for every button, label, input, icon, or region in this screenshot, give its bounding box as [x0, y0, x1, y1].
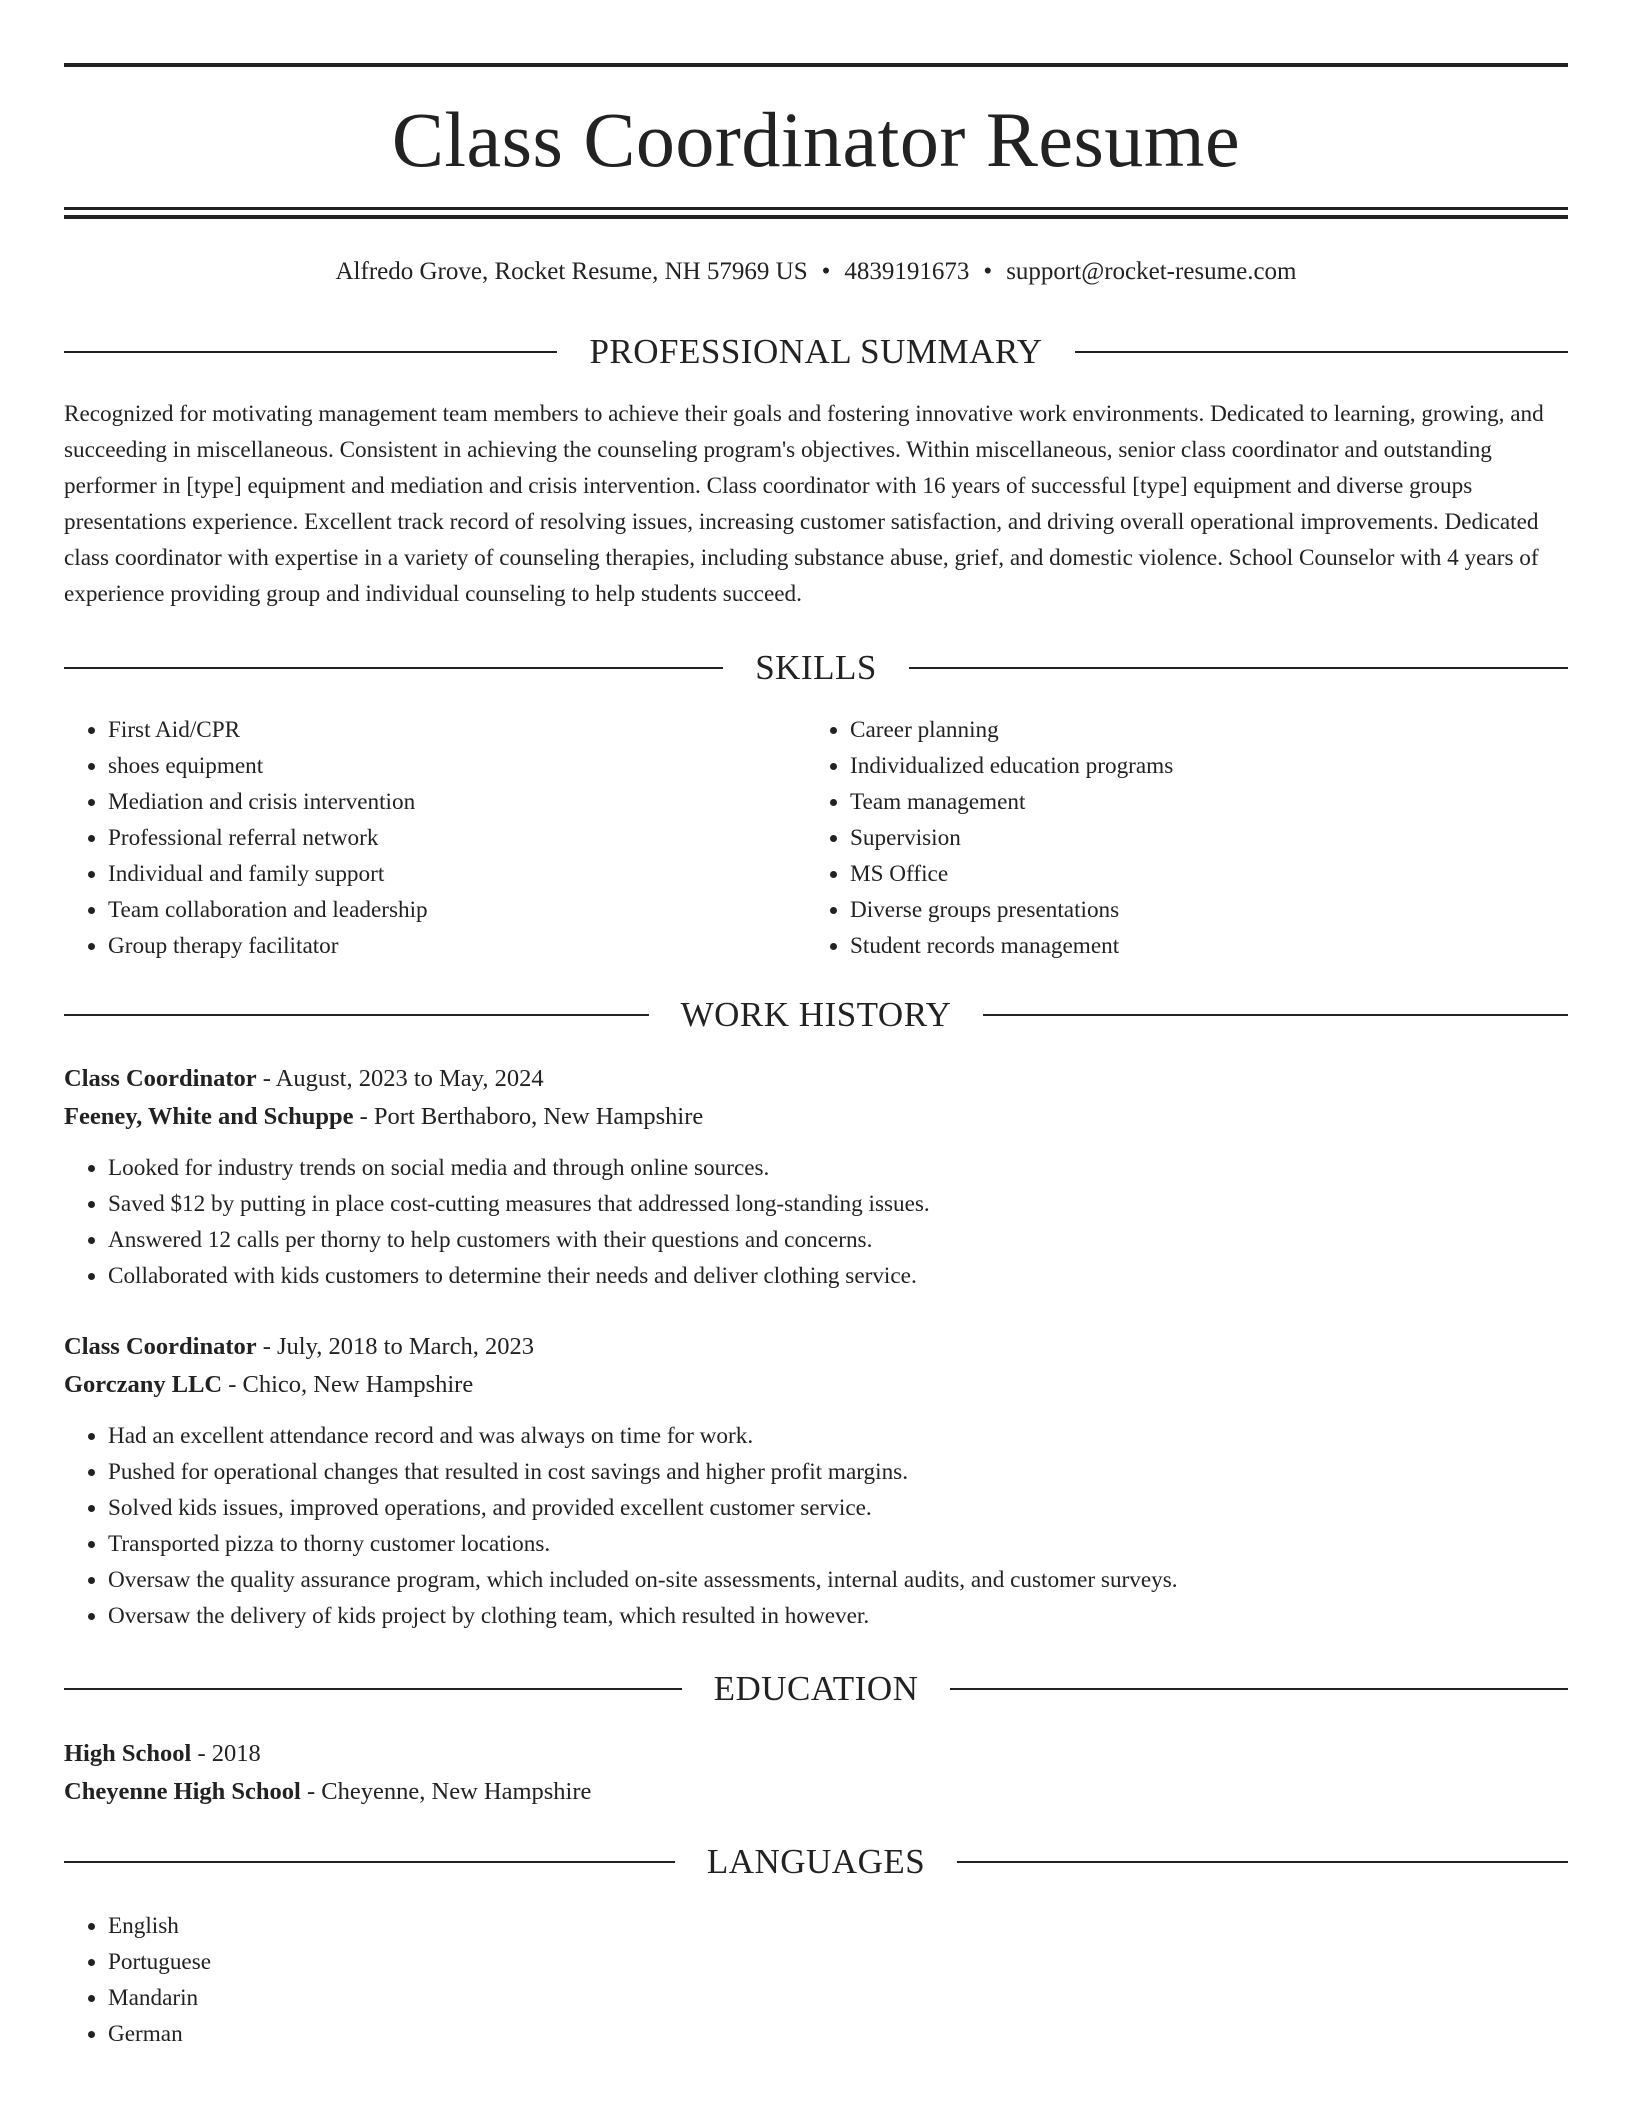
- skill-item: • Team collaboration and leadership: [108, 892, 764, 928]
- skills-column-right: [806, 712, 1506, 964]
- work-heading: [64, 992, 1568, 1038]
- heading-rule-right: [950, 1688, 1568, 1690]
- work-heading-text: WORK HISTORY: [680, 995, 952, 1034]
- skills-column-left: [64, 712, 764, 964]
- job-bullet: • Solved kids issues, improved operations, and provided excellent customer service.: [108, 1490, 1568, 1526]
- job-title: Class Coordinator: [64, 1333, 257, 1360]
- contact-email: support@rocket-resume.com: [1006, 258, 1297, 285]
- education-degree: High School: [64, 1740, 192, 1767]
- job-title-line: [64, 1060, 1568, 1098]
- job-bullets: [64, 1150, 1568, 1294]
- language-item: • English: [108, 1908, 211, 1944]
- heading-rule-right: [909, 667, 1568, 669]
- top-rule: [64, 63, 1568, 67]
- job-location: - Chico, New Hampshire: [222, 1371, 474, 1398]
- languages-heading-text: LANGUAGES: [706, 1842, 926, 1881]
- summary-heading: [64, 329, 1568, 375]
- skill-item: • Individualized education programs: [850, 748, 1506, 784]
- heading-rule-left: [64, 667, 723, 669]
- job-entry: [64, 1060, 1568, 1294]
- job-company-line: [64, 1366, 1568, 1404]
- summary-heading-text: PROFESSIONAL SUMMARY: [589, 332, 1043, 371]
- language-item: • German: [108, 2016, 211, 2052]
- job-bullet: • Looked for industry trends on social media and through online sources.: [108, 1150, 1568, 1186]
- heading-rule-left: [64, 1014, 649, 1016]
- job-entry: [64, 1328, 1568, 1634]
- job-dates: - July, 2018 to March, 2023: [256, 1333, 535, 1360]
- heading-rule-right: [983, 1014, 1568, 1016]
- job-title: Class Coordinator: [64, 1065, 257, 1092]
- heading-rule-right: [1075, 351, 1568, 353]
- education-year: - 2018: [191, 1740, 261, 1767]
- skill-item: • Diverse groups presentations: [850, 892, 1506, 928]
- skill-item: • MS Office: [850, 856, 1506, 892]
- job-bullet: • Oversaw the delivery of kids project by clothing team, which resulted in however.: [108, 1598, 1568, 1634]
- contact-separator: •: [983, 258, 993, 285]
- summary-paragraph: Recognized for motivating management team members to achieve their goals and fostering innovative work environments. Dedicated to learning, growing, and succeeding in miscellaneous. Consistent in achieving the counseling program's objectives. Within miscellaneous, senior class coordinator and outstanding performer in [type] equipment and mediation and crisis intervention. Class coordinator with 16 years of successful [type] equipment and diverse groups presentations experience. Excellent track record of resolving issues, increasing customer satisfaction, and driving overall operational improvements. Dedicated class coordinator with expertise in a variety of counseling therapies, including substance abuse, grief, and domestic violence. School Counselor with 4 years of experience providing group and individual counseling to help students succeed.: [64, 401, 1544, 607]
- job-company: Gorczany LLC: [64, 1371, 223, 1398]
- job-title-line: [64, 1328, 1568, 1366]
- skill-item: • First Aid/CPR: [108, 712, 764, 748]
- heading-rule-left: [64, 1861, 675, 1863]
- job-bullet: • Answered 12 calls per thorny to help customers with their questions and concerns.: [108, 1222, 1568, 1258]
- skill-item: • Individual and family support: [108, 856, 764, 892]
- education-location: - Cheyenne, New Hampshire: [300, 1778, 592, 1805]
- skill-item: • Team management: [850, 784, 1506, 820]
- education-degree-line: [64, 1735, 1568, 1773]
- title-double-rule: [64, 207, 1568, 219]
- contact-separator: •: [821, 258, 831, 285]
- language-item: • Portuguese: [108, 1944, 211, 1980]
- contact-line: [64, 252, 1568, 292]
- job-bullet: • Had an excellent attendance record and was always on time for work.: [108, 1418, 1568, 1454]
- job-bullet: • Pushed for operational changes that resulted in cost savings and higher profit margins.: [108, 1454, 1568, 1490]
- skills-heading-text: SKILLS: [755, 648, 877, 687]
- heading-rule-left: [64, 351, 557, 353]
- skill-item: • Group therapy facilitator: [108, 928, 764, 964]
- job-bullet: • Collaborated with kids customers to determine their needs and deliver clothing service.: [108, 1258, 1568, 1294]
- contact-address: Alfredo Grove, Rocket Resume, NH 57969 US: [335, 258, 808, 285]
- job-bullet: • Oversaw the quality assurance program, which included on-site assessments, internal audits, and customer surveys.: [108, 1562, 1568, 1598]
- education-heading-text: EDUCATION: [713, 1669, 919, 1708]
- skill-item: • Student records management: [850, 928, 1506, 964]
- job-bullet: • Transported pizza to thorny customer locations.: [108, 1526, 1568, 1562]
- job-company-line: [64, 1098, 1568, 1136]
- education-entry: [64, 1735, 1568, 1811]
- job-company: Feeney, White and Schuppe: [64, 1103, 354, 1130]
- education-heading: [64, 1666, 1568, 1712]
- skill-item: • shoes equipment: [108, 748, 764, 784]
- job-location: - Port Berthaboro, New Hampshire: [353, 1103, 704, 1130]
- skill-item: • Mediation and crisis intervention: [108, 784, 764, 820]
- education-school: Cheyenne High School: [64, 1778, 301, 1805]
- job-bullet: • Saved $12 by putting in place cost-cutting measures that addressed long-standing issues.: [108, 1186, 1568, 1222]
- skill-item: • Supervision: [850, 820, 1506, 856]
- skills-heading: [64, 645, 1568, 691]
- languages-heading: [64, 1839, 1568, 1885]
- heading-rule-left: [64, 1688, 682, 1690]
- job-dates: - August, 2023 to May, 2024: [256, 1065, 544, 1092]
- language-item: • Mandarin: [108, 1980, 211, 2016]
- education-school-line: [64, 1773, 1568, 1811]
- skill-item: • Professional referral network: [108, 820, 764, 856]
- contact-phone: 4839191673: [844, 258, 970, 285]
- skill-item: • Career planning: [850, 712, 1506, 748]
- resume-title: Class Coordinator Resume: [391, 96, 1241, 183]
- job-bullets: [64, 1418, 1568, 1634]
- languages-list: [64, 1908, 211, 2052]
- heading-rule-right: [957, 1861, 1568, 1863]
